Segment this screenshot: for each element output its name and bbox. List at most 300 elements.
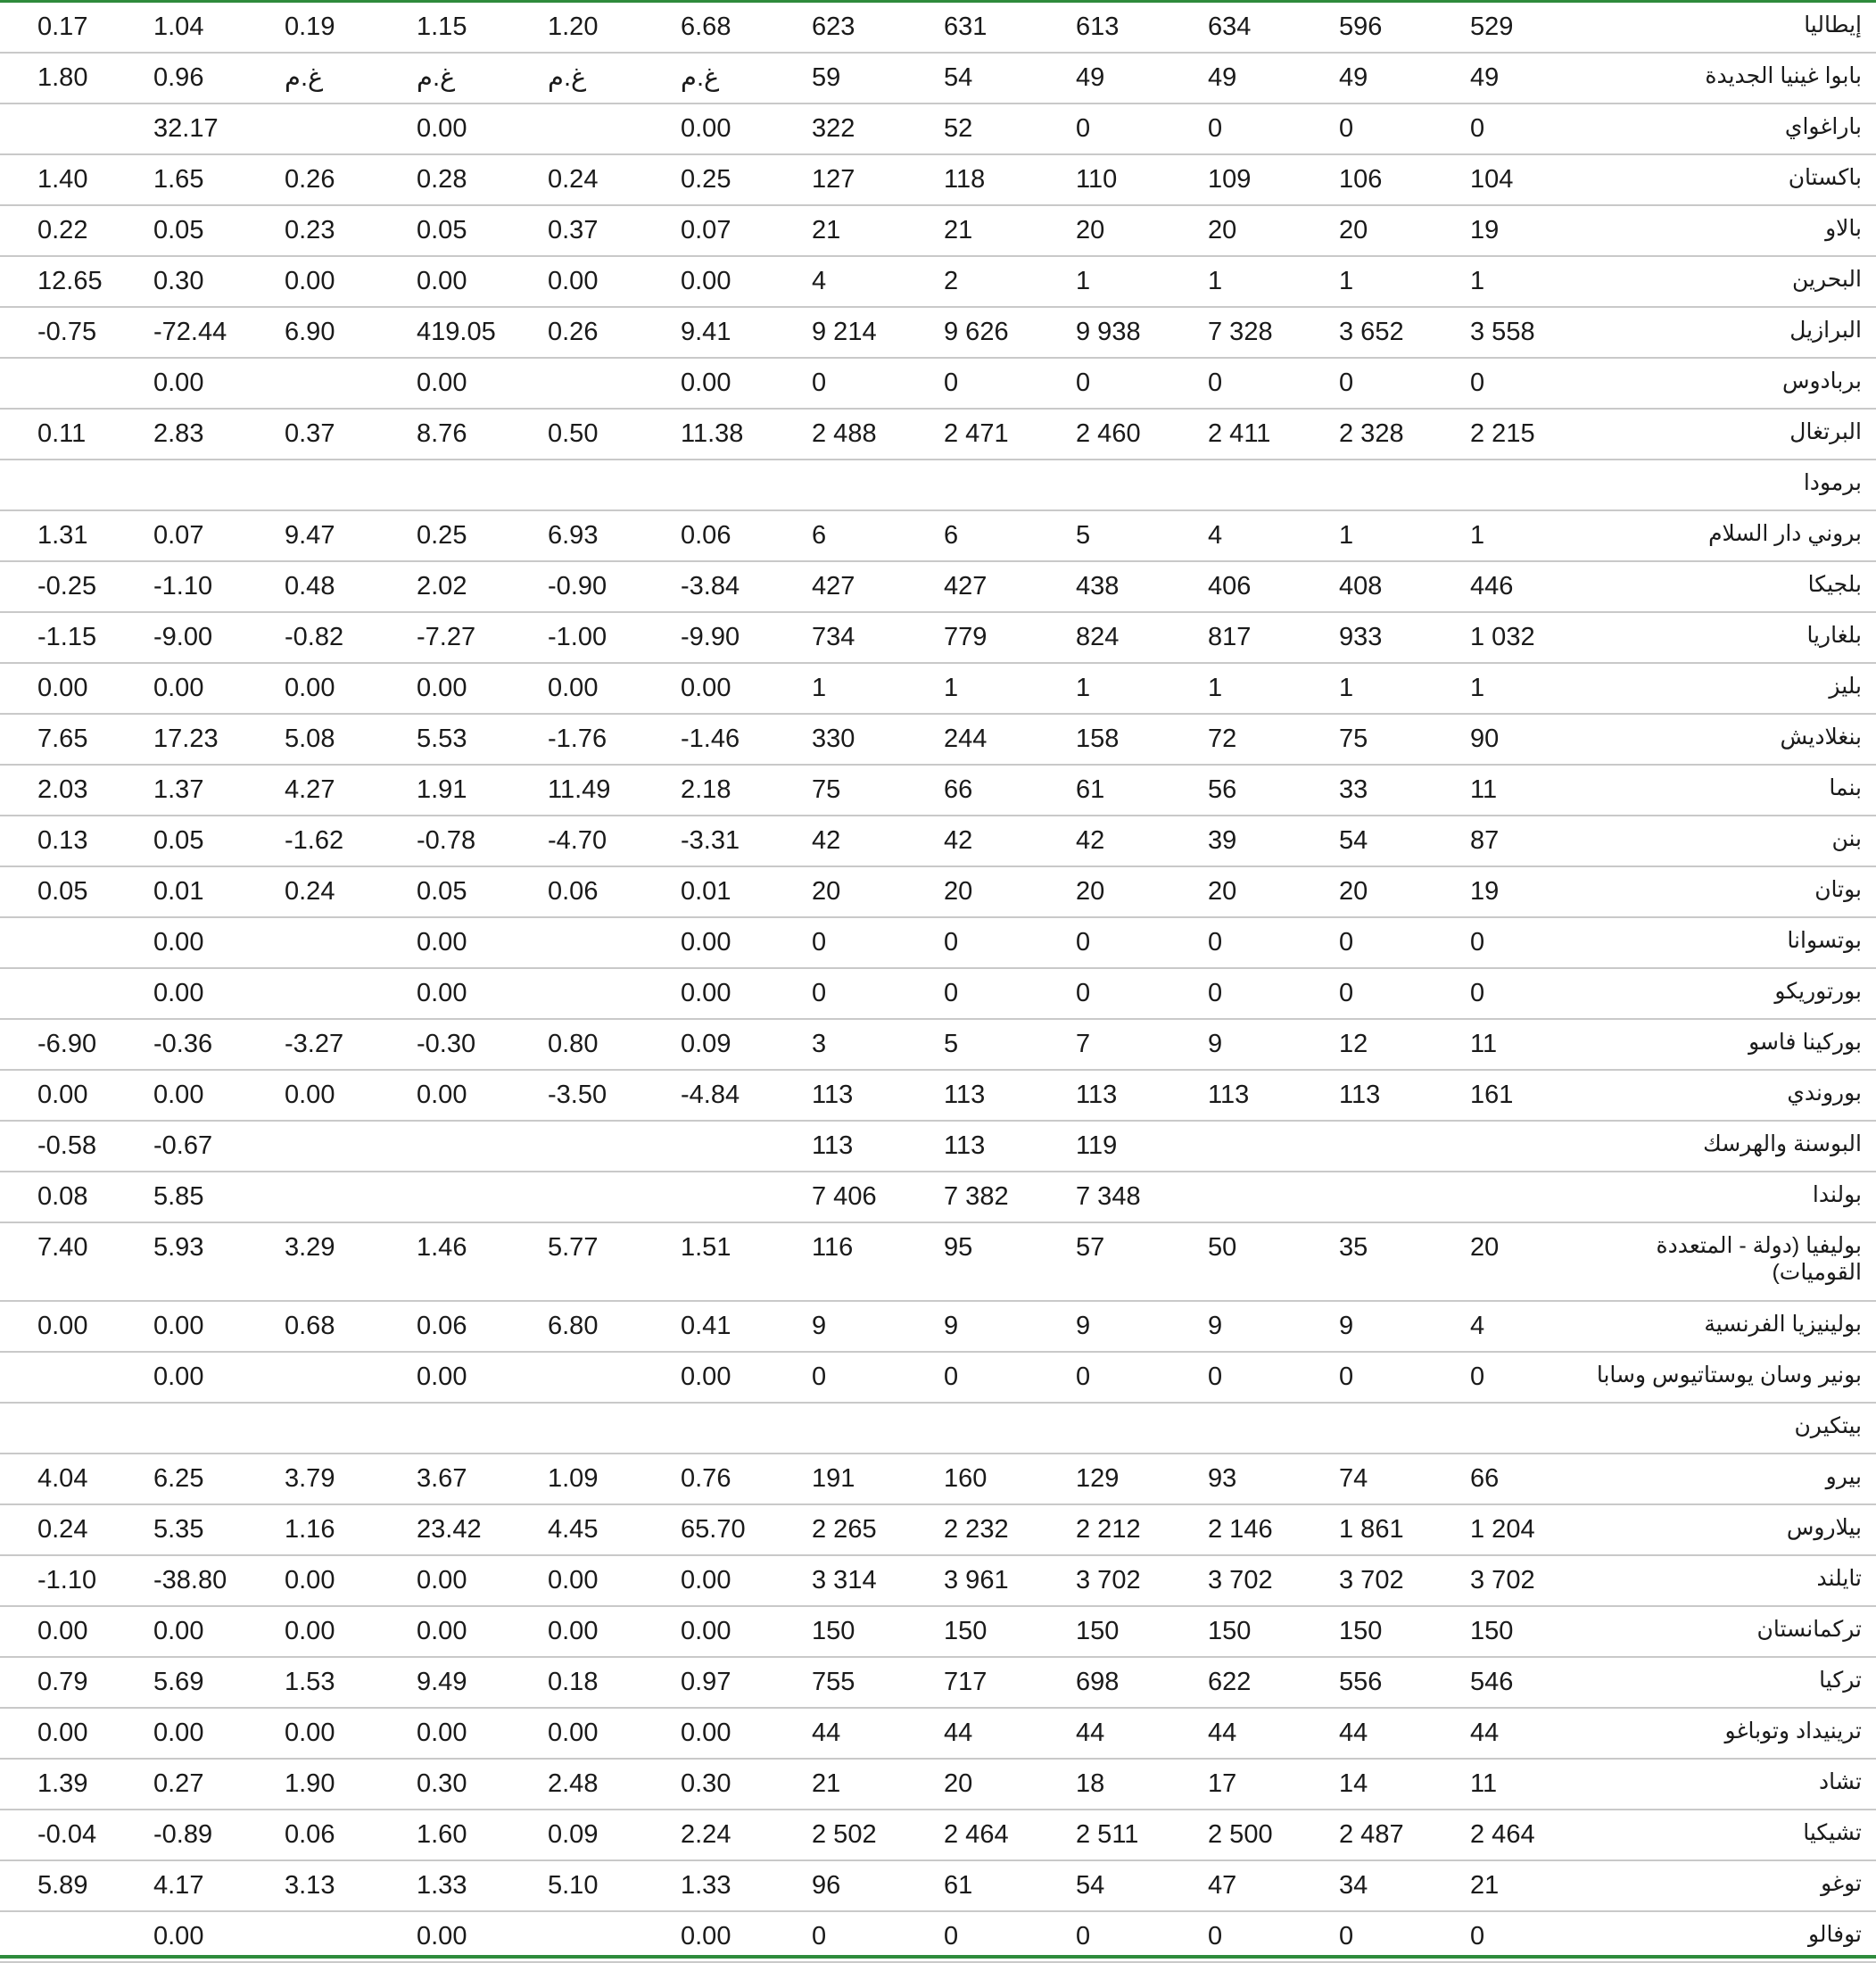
table-cell: -0.30: [417, 1030, 476, 1058]
table-cell: 104: [1470, 165, 1514, 194]
table-cell: 66: [1470, 1464, 1500, 1493]
table-cell: 4.04: [37, 1464, 88, 1493]
country-name: بربادوس: [1781, 369, 1862, 393]
table-cell: 19: [1470, 216, 1500, 244]
table-cell: 11: [1470, 1030, 1498, 1058]
table-cell: 44: [944, 1719, 973, 1747]
table-cell: 1: [1339, 521, 1354, 550]
table-cell: 0: [1470, 928, 1485, 957]
table-cell: 1.37: [153, 775, 204, 804]
table-row: [0, 1353, 1876, 1404]
table-cell: 1: [1470, 267, 1485, 295]
table-cell: 0.06: [548, 877, 599, 906]
country-name: بليز: [1829, 674, 1862, 699]
table-cell: 2 328: [1339, 419, 1404, 448]
table-cell: 2 502: [812, 1820, 877, 1849]
table-cell: 2 265: [812, 1515, 877, 1544]
table-cell: 0.17: [37, 12, 88, 41]
table-cell: -1.46: [681, 725, 740, 753]
table-cell: 11: [1470, 1769, 1498, 1798]
table-cell: 0: [1076, 1922, 1091, 1951]
table-cell: 0: [1339, 114, 1354, 143]
country-name: بنما: [1829, 775, 1862, 800]
table-cell: 54: [1339, 826, 1368, 855]
table-cell: 113: [812, 1131, 854, 1160]
table-cell: 7.65: [37, 725, 88, 753]
table-cell: 1.51: [681, 1233, 731, 1262]
country-name: تركمانستان: [1756, 1617, 1862, 1642]
table-cell: 0.26: [548, 318, 599, 346]
table-cell: 57: [1076, 1233, 1105, 1262]
table-cell: 2 411: [1208, 419, 1271, 448]
table-cell: 0.41: [681, 1312, 731, 1340]
table-cell: 824: [1076, 623, 1120, 651]
table-cell: 0.07: [153, 521, 204, 550]
table-cell: 87: [1470, 826, 1500, 855]
table-cell: غ.م: [548, 63, 587, 92]
table-cell: 3.67: [417, 1464, 467, 1493]
table-cell: 9: [1076, 1312, 1091, 1340]
table-cell: 2 500: [1208, 1820, 1273, 1849]
table-cell: 613: [1076, 12, 1120, 41]
table-cell: 4.45: [548, 1515, 599, 1544]
table-row: [0, 410, 1876, 460]
table-cell: 150: [1339, 1617, 1383, 1645]
table-cell: 160: [944, 1464, 988, 1493]
table-cell: 3 702: [1470, 1566, 1535, 1594]
table-cell: 7 406: [812, 1182, 877, 1211]
table-cell: 49: [1208, 63, 1237, 92]
table-cell: 3 702: [1076, 1566, 1141, 1594]
table-cell: 0.05: [37, 877, 88, 906]
table-cell: 6.68: [681, 12, 731, 41]
table-cell: 5.10: [548, 1871, 599, 1900]
table-cell: -9.90: [681, 623, 740, 651]
table-cell: 2 471: [944, 419, 1009, 448]
table-cell: 9: [1208, 1312, 1223, 1340]
table-cell: 2 487: [1339, 1820, 1404, 1849]
table-cell: 54: [944, 63, 973, 92]
table-cell: 0.76: [681, 1464, 731, 1493]
table-row: [0, 1861, 1876, 1912]
table-cell: 50: [1208, 1233, 1237, 1262]
table-cell: 1.40: [37, 165, 88, 194]
table-cell: 0.18: [548, 1668, 599, 1696]
table-cell: 0.00: [153, 1922, 204, 1951]
table-cell: 446: [1470, 572, 1514, 600]
table-cell: 0.00: [37, 1312, 88, 1340]
table-cell: 7: [1076, 1030, 1091, 1058]
table-row: [0, 816, 1876, 867]
table-cell: -9.00: [153, 623, 213, 651]
table-cell: 0: [944, 928, 959, 957]
country-name: بوليفيا (دولة - المتعددة القوميات): [1656, 1233, 1862, 1285]
table-cell: 0.00: [548, 1566, 599, 1594]
table-cell: 0: [1208, 928, 1223, 957]
table-cell: 0.00: [37, 1617, 88, 1645]
table-cell: 3 314: [812, 1566, 877, 1594]
table-cell: 0.00: [285, 1081, 335, 1109]
table-cell: 5.69: [153, 1668, 204, 1696]
table-cell: 32.17: [153, 114, 219, 143]
table-cell: 113: [944, 1081, 986, 1109]
table-cell: -4.70: [548, 826, 607, 855]
country-name: برمودا: [1803, 470, 1862, 495]
table-cell: 150: [944, 1617, 988, 1645]
bottom-rule: [0, 1955, 1876, 1959]
country-name: بروني دار السلام: [1708, 521, 1862, 546]
table-cell: 0: [1208, 979, 1223, 1007]
table-cell: 622: [1208, 1668, 1252, 1696]
table-cell: 0: [1470, 114, 1485, 143]
country-name: البرتغال: [1789, 419, 1862, 444]
table-cell: 59: [812, 63, 841, 92]
table-cell: 75: [1339, 725, 1368, 753]
table-cell: 20: [1339, 877, 1368, 906]
table-cell: 49: [1339, 63, 1368, 92]
country-name: بيلاروس: [1786, 1515, 1862, 1540]
country-name: البحرين: [1791, 267, 1862, 292]
table-cell: 0.00: [681, 1363, 731, 1391]
table-row: [0, 1020, 1876, 1071]
table-cell: 0.79: [37, 1668, 88, 1696]
country-name: تركيا: [1819, 1668, 1862, 1693]
table-cell: 7 382: [944, 1182, 1009, 1211]
table-cell: 9 214: [812, 318, 877, 346]
country-name: تشيكيا: [1803, 1820, 1862, 1845]
table-cell: 49: [1076, 63, 1105, 92]
table-cell: 1: [812, 674, 827, 702]
table-cell: 0: [812, 1922, 827, 1951]
table-cell: 20: [944, 877, 973, 906]
table-cell: -1.15: [37, 623, 97, 651]
country-name: بيتكيرن: [1794, 1413, 1862, 1438]
table-cell: 0.01: [681, 877, 731, 906]
table-cell: 427: [944, 572, 988, 600]
table-cell: 0.68: [285, 1312, 335, 1340]
country-name: بوروندي: [1787, 1081, 1862, 1106]
table-cell: 6.93: [548, 521, 599, 550]
table-row: [0, 104, 1876, 155]
table-cell: 96: [812, 1871, 841, 1900]
table-cell: 118: [944, 165, 986, 194]
table-cell: 0.00: [681, 369, 731, 397]
table-cell: 95: [944, 1233, 973, 1262]
table-cell: 0.00: [285, 267, 335, 295]
table-row: [0, 1607, 1876, 1658]
table-cell: 20: [812, 877, 841, 906]
table-cell: 0: [1339, 1363, 1354, 1391]
table-cell: 0.00: [417, 267, 467, 295]
table-cell: 2 464: [1470, 1820, 1535, 1849]
table-cell: -0.89: [153, 1820, 213, 1849]
table-cell: 0: [1076, 928, 1091, 957]
table-cell: 0.00: [285, 1719, 335, 1747]
table-cell: -72.44: [153, 318, 227, 346]
table-cell: 0.97: [681, 1668, 731, 1696]
table-cell: 21: [812, 1769, 841, 1798]
table-cell: 0.25: [417, 521, 467, 550]
table-cell: 61: [944, 1871, 973, 1900]
table-cell: 0: [944, 979, 959, 1007]
country-name: تايلند: [1816, 1566, 1862, 1591]
table-cell: 0.48: [285, 572, 335, 600]
table-cell: 0.08: [37, 1182, 88, 1211]
table-cell: غ.م: [681, 63, 720, 92]
table-cell: 74: [1339, 1464, 1368, 1493]
table-cell: 7 348: [1076, 1182, 1141, 1211]
table-cell: 1.04: [153, 12, 204, 41]
table-cell: 419.05: [417, 318, 496, 346]
table-cell: 0.24: [37, 1515, 88, 1544]
table-cell: 596: [1339, 12, 1383, 41]
table-cell: 1: [1208, 674, 1223, 702]
table-cell: 110: [1076, 165, 1118, 194]
table-cell: 17: [1208, 1769, 1237, 1798]
table-cell: 2 488: [812, 419, 877, 448]
table-row: [0, 1172, 1876, 1223]
country-name: بوتسوانا: [1787, 928, 1862, 953]
table-cell: 1: [1470, 521, 1485, 550]
table-cell: 0.00: [417, 1617, 467, 1645]
table-cell: 0: [812, 928, 827, 957]
table-cell: 0.00: [285, 1617, 335, 1645]
table-cell: -1.10: [37, 1566, 97, 1594]
table-cell: 113: [1208, 1081, 1250, 1109]
table-cell: 0.00: [681, 267, 731, 295]
country-name: البرازيل: [1789, 318, 1862, 343]
table-cell: 2.02: [417, 572, 467, 600]
table-cell: 113: [1076, 1081, 1118, 1109]
country-name: بلجيكا: [1807, 572, 1862, 597]
table-cell: 0.07: [681, 216, 731, 244]
table-cell: 9: [944, 1312, 959, 1340]
table-cell: 0.05: [153, 826, 204, 855]
table-cell: 1.46: [417, 1233, 467, 1262]
table-cell: 19: [1470, 877, 1500, 906]
table-cell: 90: [1470, 725, 1500, 753]
table-cell: 21: [1470, 1871, 1500, 1900]
table-cell: 20: [1470, 1233, 1500, 1262]
table-cell: -7.27: [417, 623, 476, 651]
table-cell: 161: [1470, 1081, 1514, 1109]
table-cell: 0.00: [417, 1719, 467, 1747]
table-row: [0, 511, 1876, 562]
table-cell: -0.90: [548, 572, 607, 600]
country-name: بيرو: [1825, 1464, 1862, 1489]
table-cell: 0.09: [681, 1030, 731, 1058]
table-row: [0, 1071, 1876, 1122]
table-cell: -0.78: [417, 826, 476, 855]
table-cell: 0.25: [681, 165, 731, 194]
table-cell: 0.00: [417, 928, 467, 957]
table-cell: 0.06: [681, 521, 731, 550]
table-cell: 0.06: [285, 1820, 335, 1849]
table-cell: 44: [812, 1719, 841, 1747]
table-cell: 734: [812, 623, 855, 651]
table-cell: 44: [1208, 1719, 1237, 1747]
table-row: [0, 3, 1876, 54]
table-cell: 8.76: [417, 419, 467, 448]
table-cell: 0.50: [548, 419, 599, 448]
table-row: [0, 867, 1876, 918]
table-cell: 113: [1339, 1081, 1381, 1109]
table-cell: 0: [812, 979, 827, 1007]
table-cell: 9 938: [1076, 318, 1141, 346]
table-cell: 0: [1339, 369, 1354, 397]
table-cell: 1 204: [1470, 1515, 1535, 1544]
table-cell: 1.91: [417, 775, 467, 804]
table-cell: -1.76: [548, 725, 607, 753]
table-cell: 1: [944, 674, 959, 702]
table-cell: 65.70: [681, 1515, 746, 1544]
table-cell: 3 558: [1470, 318, 1535, 346]
table-cell: 1 861: [1339, 1515, 1404, 1544]
table-cell: 0.37: [285, 419, 335, 448]
table-cell: 1.65: [153, 165, 204, 194]
table-cell: 0.05: [417, 216, 467, 244]
table-cell: 0.00: [153, 674, 204, 702]
table-cell: 6.90: [285, 318, 335, 346]
table-cell: 150: [1208, 1617, 1252, 1645]
table-cell: 0.00: [37, 674, 88, 702]
table-cell: 1: [1470, 674, 1485, 702]
country-name: البوسنة والهرسك: [1703, 1131, 1862, 1156]
table-cell: 116: [812, 1233, 854, 1262]
table-cell: 406: [1208, 572, 1252, 600]
table-cell: 0.00: [681, 1719, 731, 1747]
country-name: بوتان: [1814, 877, 1862, 902]
table-cell: 2 511: [1076, 1820, 1139, 1849]
table-cell: 23.42: [417, 1515, 482, 1544]
table-cell: 0: [1076, 114, 1091, 143]
country-name: بنن: [1831, 826, 1862, 851]
table-cell: 44: [1470, 1719, 1500, 1747]
country-name: باكستان: [1788, 165, 1862, 190]
table-row: [0, 664, 1876, 715]
table-cell: 0.00: [681, 674, 731, 702]
table-cell: 0.27: [153, 1769, 204, 1798]
table-cell: 0.19: [285, 12, 335, 41]
table-cell: 0.00: [548, 1719, 599, 1747]
table-cell: 5.89: [37, 1871, 88, 1900]
table-cell: 56: [1208, 775, 1237, 804]
country-name: توغو: [1821, 1871, 1862, 1896]
table-cell: 0.01: [153, 877, 204, 906]
table-cell: 5.35: [153, 1515, 204, 1544]
table-row: [0, 1505, 1876, 1556]
table-cell: -0.82: [285, 623, 344, 651]
table-cell: 0.00: [153, 1081, 204, 1109]
table-cell: 6: [944, 521, 959, 550]
table-cell: 113: [812, 1081, 854, 1109]
table-cell: 11: [1470, 775, 1498, 804]
table-cell: 0.22: [37, 216, 88, 244]
table-cell: 1.15: [417, 12, 467, 41]
table-cell: 1.53: [285, 1668, 335, 1696]
table-cell: 20: [944, 1769, 973, 1798]
table-cell: 0.00: [417, 114, 467, 143]
table-row: [0, 1760, 1876, 1810]
country-name: ترينيداد وتوباغو: [1724, 1719, 1862, 1744]
table-row: [0, 460, 1876, 511]
table-cell: 0.00: [153, 1617, 204, 1645]
table-cell: 0.00: [153, 1363, 204, 1391]
table-cell: -1.62: [285, 826, 344, 855]
table-cell: 4: [1208, 521, 1223, 550]
country-name: تشاد: [1818, 1769, 1862, 1794]
table-cell: غ.م: [285, 63, 324, 92]
table-cell: -0.58: [37, 1131, 97, 1160]
table-cell: 0.30: [417, 1769, 467, 1798]
table-cell: 72: [1208, 725, 1237, 753]
table-cell: -0.25: [37, 572, 97, 600]
table-cell: 44: [1076, 1719, 1105, 1747]
country-name: بولينيزيا الفرنسية: [1704, 1312, 1862, 1337]
table-cell: 755: [812, 1668, 855, 1696]
table-row: [0, 1454, 1876, 1505]
table-cell: 113: [944, 1131, 986, 1160]
table-cell: 698: [1076, 1668, 1120, 1696]
table-cell: 0: [1470, 1922, 1485, 1951]
table-cell: 39: [1208, 826, 1237, 855]
table-cell: 0: [1208, 1363, 1223, 1391]
table-cell: 5.53: [417, 725, 467, 753]
table-cell: 427: [812, 572, 855, 600]
country-name: بورتوريكو: [1774, 979, 1862, 1004]
table-cell: 0.00: [153, 369, 204, 397]
table-cell: 0.00: [681, 1617, 731, 1645]
table-cell: 3 702: [1208, 1566, 1273, 1594]
table-cell: 7.40: [37, 1233, 88, 1262]
table-cell: 1.33: [681, 1871, 731, 1900]
table-cell: 61: [1076, 775, 1105, 804]
table-cell: 3 702: [1339, 1566, 1404, 1594]
table-cell: 21: [812, 216, 841, 244]
table-cell: 0: [944, 1922, 959, 1951]
table-cell: -3.31: [681, 826, 740, 855]
table-cell: -1.00: [548, 623, 607, 651]
table-row: [0, 766, 1876, 816]
table-cell: 817: [1208, 623, 1252, 651]
table-cell: 1.20: [548, 12, 599, 41]
table-cell: 2 460: [1076, 419, 1141, 448]
table-cell: 129: [1076, 1464, 1120, 1493]
table-cell: 21: [944, 216, 973, 244]
table-cell: 529: [1470, 12, 1514, 41]
table-cell: 546: [1470, 1668, 1514, 1696]
table-cell: 0.24: [285, 877, 335, 906]
table-cell: 0.00: [417, 1566, 467, 1594]
table-cell: 0.80: [548, 1030, 599, 1058]
country-name: بولندا: [1812, 1182, 1862, 1207]
table-cell: 42: [944, 826, 973, 855]
table-cell: 4: [1470, 1312, 1485, 1340]
table-cell: 20: [1076, 877, 1105, 906]
table-cell: 2 212: [1076, 1515, 1141, 1544]
table-cell: 5: [1076, 521, 1091, 550]
table-cell: -1.10: [153, 572, 213, 600]
table-row: [0, 715, 1876, 766]
table-cell: 1.33: [417, 1871, 467, 1900]
table-cell: 0: [1339, 928, 1354, 957]
table-cell: 933: [1339, 623, 1383, 651]
table-cell: 4.17: [153, 1871, 204, 1900]
table-cell: 17.23: [153, 725, 219, 753]
table-cell: 1: [1208, 267, 1223, 295]
table-cell: 438: [1076, 572, 1120, 600]
table-cell: 0.00: [417, 1363, 467, 1391]
